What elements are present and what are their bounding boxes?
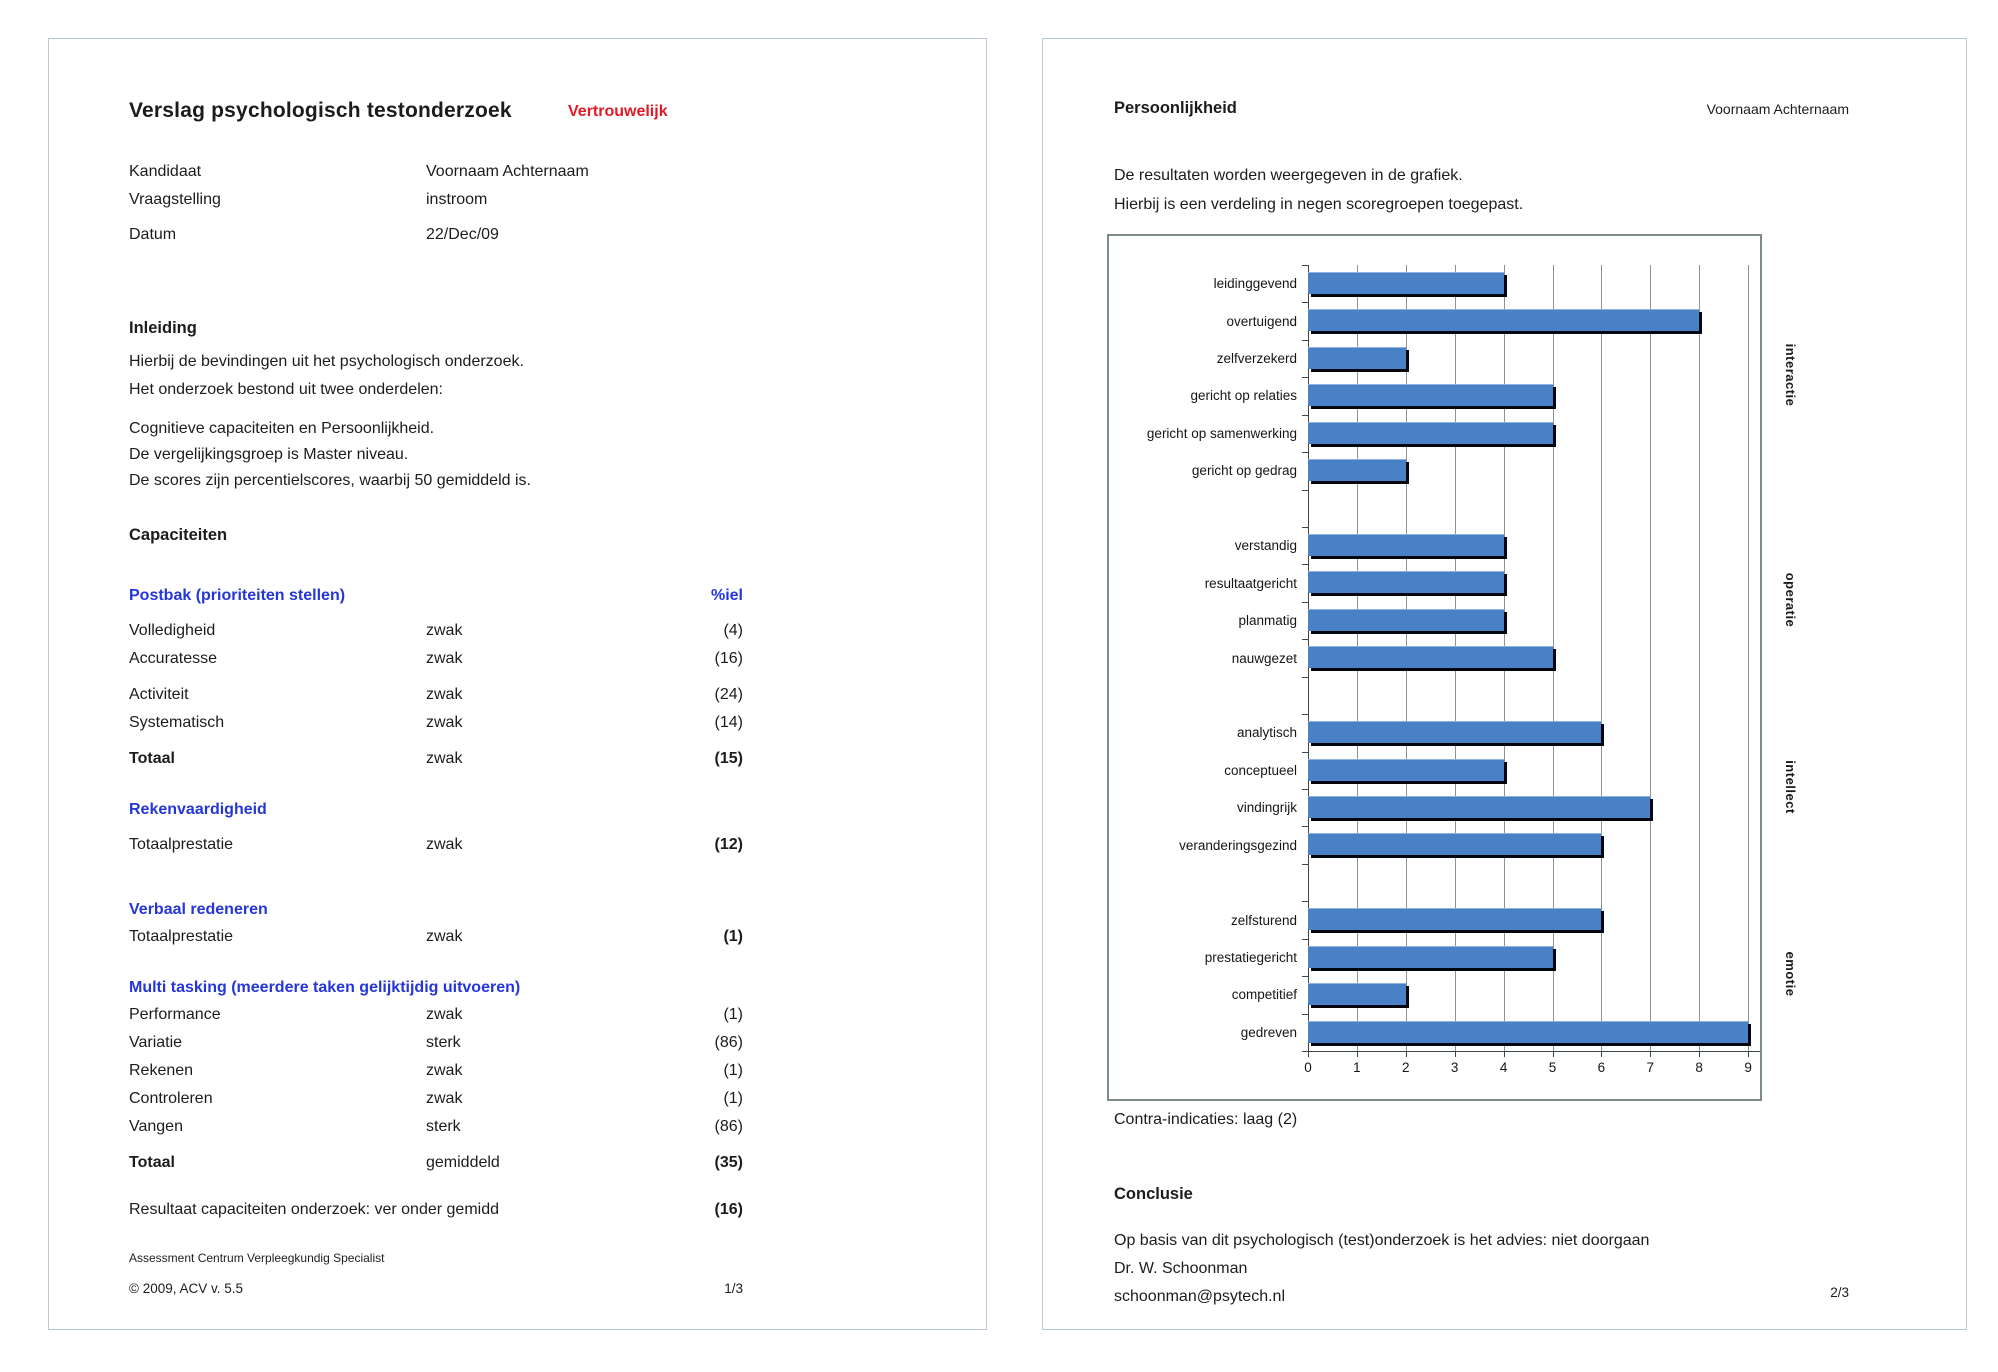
table-row [49,750,986,778]
meta-row [129,191,829,219]
bar-gedreven [1308,1021,1748,1043]
section-rekenvaardigheid [49,801,986,864]
gridline [1699,265,1700,1051]
table-row [49,1154,986,1182]
row-level: zwak [426,1062,463,1079]
section-multi-tasking [49,979,986,1182]
text-line: De resultaten worden weergegeven in de grafiek. [1114,167,1463,184]
section-rows [49,928,986,956]
section-header [49,979,986,1006]
category-label: vindingrijk [1236,800,1297,816]
row-score: (16) [714,650,743,667]
section-header [49,587,986,614]
x-axis-label: 8 [1695,1060,1703,1075]
row-label: Controleren [129,1090,213,1107]
x-axis-label: 3 [1450,1060,1459,1075]
x-axis-label: 1 [1353,1060,1361,1075]
category-label: gericht op gedrag [1191,463,1297,479]
category-label: planmatig [1238,613,1297,629]
table-row [49,1006,986,1034]
meta-label: Vraagstelling [129,191,221,208]
category-axis-tick [1302,752,1308,753]
result-score: (16) [714,1201,743,1218]
table-row [49,1090,986,1118]
row-label: Totaalprestatie [129,928,234,945]
row-label: Activiteit [129,686,189,703]
category-axis-tick [1302,677,1308,678]
category-label: resultaatgericht [1204,575,1297,591]
inleiding-paragraph-1 [129,348,524,404]
row-label: Totaal [129,1154,175,1171]
meta-value: Voornaam Achternaam [426,163,589,180]
section-title: Verbaal redeneren [129,901,268,918]
row-level: zwak [426,1006,463,1023]
gridline [1553,265,1554,1051]
page-number: 1/3 [724,1281,743,1296]
page-title: Verslag psychologisch testonderzoek [129,99,512,122]
category-label: zelfverzekerd [1216,351,1297,367]
text-line: Het onderzoek bestond uit twee onderdelen: [129,381,443,398]
bar-verstandig [1308,534,1504,556]
section-rows [49,1006,986,1182]
personality-bar-chart [1107,234,1762,1101]
row-level: gemiddeld [426,1154,500,1171]
category-axis-tick [1302,639,1308,640]
x-axis-label: 9 [1744,1060,1752,1075]
section-rows [49,836,986,864]
table-row [49,650,986,678]
table-row [49,928,986,956]
section-title: Rekenvaardigheid [129,801,267,818]
row-label: Volledigheid [129,622,216,639]
row-label: Totaal [129,750,175,767]
x-axis-label: 0 [1304,1060,1312,1075]
bar-overtuigend [1308,309,1699,331]
section-header [49,901,986,928]
conclusion-email: schoonman@psytech.nl [1114,1288,1285,1305]
group-label-intellect: intellect [1783,760,1798,814]
meta-value: 22/Dec/09 [426,226,499,243]
category-axis-tick [1302,490,1308,491]
page-number: 2/3 [1830,1285,1849,1300]
category-label: veranderingsgezind [1179,837,1297,853]
category-axis-tick [1302,864,1308,865]
row-label: Performance [129,1006,221,1023]
section-rows [49,622,986,778]
conclusion-author: Dr. W. Schoonman [1114,1260,1248,1277]
row-score: (1) [723,1006,743,1023]
row-level: zwak [426,686,463,703]
inleiding-paragraph-2 [129,416,531,494]
row-label: Accuratesse [129,650,218,667]
bar-zelfverzekerd [1308,347,1406,369]
row-label: Systematisch [129,714,225,731]
conclusie-heading: Conclusie [1114,1185,1193,1203]
section-title: Multi tasking (meerdere taken gelijktijdig uitvoeren) [129,979,521,996]
row-label: Variatie [129,1034,183,1051]
report-page-1 [48,38,987,1330]
table-row [49,1062,986,1090]
conclusion-advice: Op basis van dit psychologisch (test)onderzoek is het advies: niet doorgaan [1114,1232,1650,1249]
row-score: (4) [723,622,743,639]
category-label: competitief [1231,987,1297,1003]
row-score: (86) [714,1034,743,1051]
value-axis [1308,1051,1760,1052]
group-label-interactie: interactie [1783,343,1798,407]
category-axis-tick [1302,340,1308,341]
row-score: (24) [714,686,743,703]
category-axis-tick [1302,714,1308,715]
category-label: gericht op samenwerking [1146,425,1297,441]
report-page-2 [1042,38,1967,1330]
row-level: zwak [426,750,463,767]
row-level: zwak [426,836,463,853]
category-label: conceptueel [1224,762,1297,778]
bar-zelfsturend [1308,908,1601,930]
bar-competitief [1308,983,1406,1005]
meta-row [129,226,829,254]
category-label: prestatiegericht [1204,949,1297,965]
group-label-emotie: emotie [1783,951,1798,997]
category-label: gedreven [1240,1024,1297,1040]
text-line: De scores zijn percentielscores, waarbij 50 gemiddeld is. [129,472,531,489]
category-axis-tick [1302,452,1308,453]
chart-intro [1114,161,1523,219]
row-level: sterk [426,1118,461,1135]
x-axis-label: 7 [1646,1060,1655,1075]
capaciteiten-heading: Capaciteiten [129,526,228,544]
footer-row [49,1281,986,1301]
bar-gericht-op-relaties [1308,384,1553,406]
category-label: analytisch [1236,725,1297,741]
row-level: zwak [426,622,463,639]
section-postbak [49,587,986,778]
bar-nauwgezet [1308,646,1553,668]
row-score: (1) [723,1062,743,1079]
meta-label: Kandidaat [129,163,202,180]
text-line: Hierbij is een verdeling in negen scoregroepen toegepast. [1114,196,1524,213]
section-verbaal-redeneren [49,901,986,956]
row-level: zwak [426,650,463,667]
category-axis-tick [1302,826,1308,827]
meta-label: Datum [129,226,177,243]
footer-organisation: Assessment Centrum Verpleegkundig Specialist [129,1251,385,1265]
category-label: zelfsturend [1230,912,1297,928]
section-title: Postbak (prioriteiten stellen) [129,587,346,604]
category-axis-tick [1302,302,1308,303]
category-label: verstandig [1234,538,1297,554]
row-score: (15) [714,750,743,767]
row-score: (35) [714,1154,743,1171]
bar-prestatiegericht [1308,946,1553,968]
bar-gericht-op-samenwerking [1308,422,1553,444]
category-axis-tick [1302,415,1308,416]
result-row [49,1201,986,1229]
x-axis-label: 6 [1597,1060,1606,1075]
text-line: Cognitieve capaciteiten en Persoonlijkheid. [129,420,435,437]
bar-leidinggevend [1308,272,1504,294]
row-label: Totaalprestatie [129,836,234,853]
row-score: (86) [714,1118,743,1135]
category-axis-tick [1302,265,1308,266]
confidential-badge: Vertrouwelijk [568,103,668,120]
bar-analytisch [1308,721,1601,743]
table-row [49,714,986,742]
category-label: nauwgezet [1231,650,1297,666]
row-level: sterk [426,1034,461,1051]
contra-indicaties-line: Contra-indicaties: laag (2) [1114,1111,1298,1128]
row-score: (1) [723,928,743,945]
x-axis-label: 2 [1402,1060,1410,1075]
row-score: (1) [723,1090,743,1107]
section-header [49,801,986,828]
bar-resultaatgericht [1308,571,1504,593]
gridline [1650,265,1651,1051]
table-row [49,836,986,864]
category-label: overtuigend [1226,313,1297,329]
inleiding-heading: Inleiding [129,319,197,337]
text-line: Hierbij de bevindingen uit het psychologisch onderzoek. [129,353,524,370]
meta-value: instroom [426,191,488,208]
gridline [1748,265,1749,1051]
bar-conceptueel [1308,759,1504,781]
category-axis-tick [1302,1051,1308,1052]
row-score: (14) [714,714,743,731]
table-row [49,622,986,650]
table-row [49,1034,986,1062]
row-level: zwak [426,1090,463,1107]
row-label: Vangen [129,1118,183,1135]
category-axis-tick [1302,976,1308,977]
category-axis-tick [1302,939,1308,940]
result-label: Resultaat capaciteiten onderzoek: ver onder gemidd [129,1201,499,1218]
bar-planmatig [1308,609,1504,631]
row-label: Rekenen [129,1062,194,1079]
category-axis-tick [1302,377,1308,378]
group-label-operatie: operatie [1783,572,1798,628]
footer-copyright: © 2009, ACV v. 5.5 [129,1281,244,1296]
category-axis-tick [1302,602,1308,603]
candidate-name: Voornaam Achternaam [1706,101,1849,117]
category-axis-tick [1302,901,1308,902]
bar-vindingrijk [1308,796,1650,818]
bar-gericht-op-gedrag [1308,459,1406,481]
category-label: leidinggevend [1213,276,1297,292]
table-row [49,686,986,714]
meta-table [129,163,829,254]
row-level: zwak [426,928,463,945]
gridline [1601,265,1602,1051]
category-axis-tick [1302,527,1308,528]
persoonlijkheid-heading: Persoonlijkheid [1114,99,1237,117]
row-level: zwak [426,714,463,731]
row-score: (12) [714,836,743,853]
meta-row [129,163,829,191]
category-axis-tick [1302,564,1308,565]
table-row [49,1118,986,1146]
text-line: De vergelijkingsgroep is Master niveau. [129,446,409,463]
category-axis-tick [1302,789,1308,790]
x-axis-label: 5 [1548,1060,1557,1075]
x-axis-label: 4 [1499,1060,1508,1075]
bar-veranderingsgezind [1308,833,1601,855]
category-label: gericht op relaties [1190,388,1297,404]
category-axis-tick [1302,1014,1308,1015]
score-column-header: %iel [710,587,743,604]
